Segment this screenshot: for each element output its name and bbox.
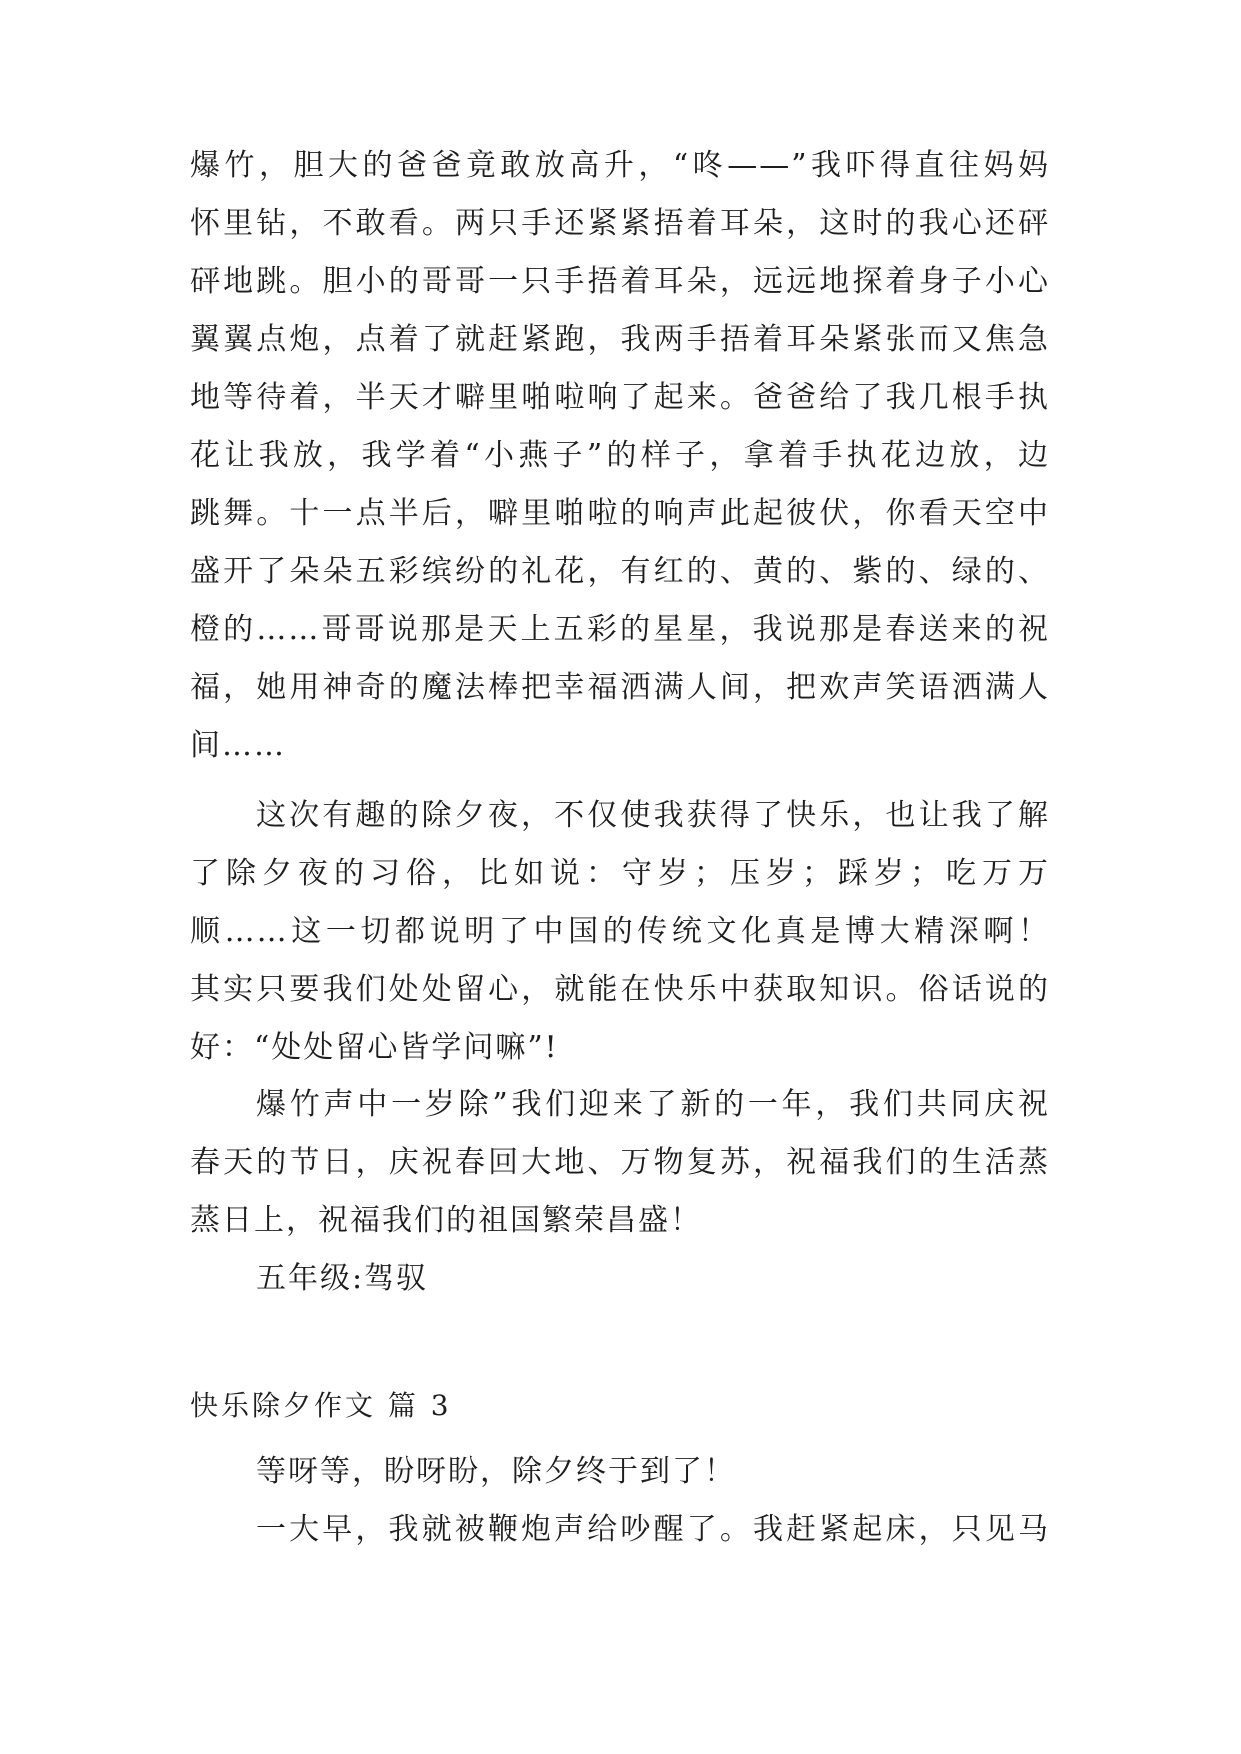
text-line: 橙的……哥哥说那是天上五彩的星星，我说那是春送来的祝 (190, 612, 1050, 647)
text-line: 翼翼点炮，点着了就赶紧跑，我两手捂着耳朵紧张而又焦急 (190, 322, 1050, 357)
text-line: 盛开了朵朵五彩缤纷的礼花，有红的、黄的、紫的、绿的、 (190, 554, 1050, 589)
text-line: 了除夕夜的习俗，比如说：守岁；压岁；踩岁；吃万万 (190, 856, 1050, 891)
section-title: 快乐除夕作文 篇 3 (190, 1389, 452, 1422)
section-3-body (190, 1443, 1050, 1559)
paragraph-1 (190, 137, 1050, 775)
author-line (190, 1250, 1050, 1308)
paragraph-3 (190, 1076, 1050, 1250)
text-line: 福，她用神奇的魔法棒把幸福洒满人间，把欢声笑语洒满人 (190, 670, 1050, 705)
text-line: 花让我放，我学着“小燕子”的样子，拿着手执花边放，边 (190, 438, 1050, 473)
text-line: 这次有趣的除夕夜，不仅使我获得了快乐，也让我了解 (256, 798, 1050, 833)
text-line: 等呀等，盼呀盼，除夕终于到了！ (256, 1454, 736, 1489)
text-line: 顺……这一切都说明了中国的传统文化真是博大精深啊！ (190, 914, 1050, 949)
text-line: 爆竹，胆大的爸爸竟敢放高升，“咚——”我吓得直往妈妈 (190, 148, 1050, 183)
paragraph-2 (190, 787, 1050, 1077)
text-line: 怀里钻，不敢看。两只手还紧紧捂着耳朵，这时的我心还砰 (190, 206, 1050, 241)
text-line: 一大早，我就被鞭炮声给吵醒了。我赶紧起床，只见马 (256, 1512, 1050, 1547)
text-line: 跳舞。十一点半后，噼里啪啦的响声此起彼伏，你看天空中 (190, 496, 1050, 531)
text-line: 蒸日上，祝福我们的祖国繁荣昌盛！ (190, 1203, 702, 1238)
text-line: 间…… (190, 728, 286, 763)
text-line: 五年级:驾驭 (256, 1261, 429, 1296)
text-line: 地等待着，半天才噼里啪啦响了起来。爸爸给了我几根手执 (190, 380, 1050, 415)
text-line: 春天的节日，庆祝春回大地、万物复苏，祝福我们的生活蒸 (190, 1145, 1050, 1180)
text-line: 砰地跳。胆小的哥哥一只手捂着耳朵，远远地探着身子小心 (190, 264, 1050, 299)
text-line: 其实只要我们处处留心，就能在快乐中获取知识。俗话说的 (190, 972, 1050, 1007)
text-line: 爆竹声中一岁除”我们迎来了新的一年，我们共同庆祝 (256, 1087, 1050, 1122)
text-line: 好：“处处留心皆学问嘛”! (190, 1030, 559, 1065)
